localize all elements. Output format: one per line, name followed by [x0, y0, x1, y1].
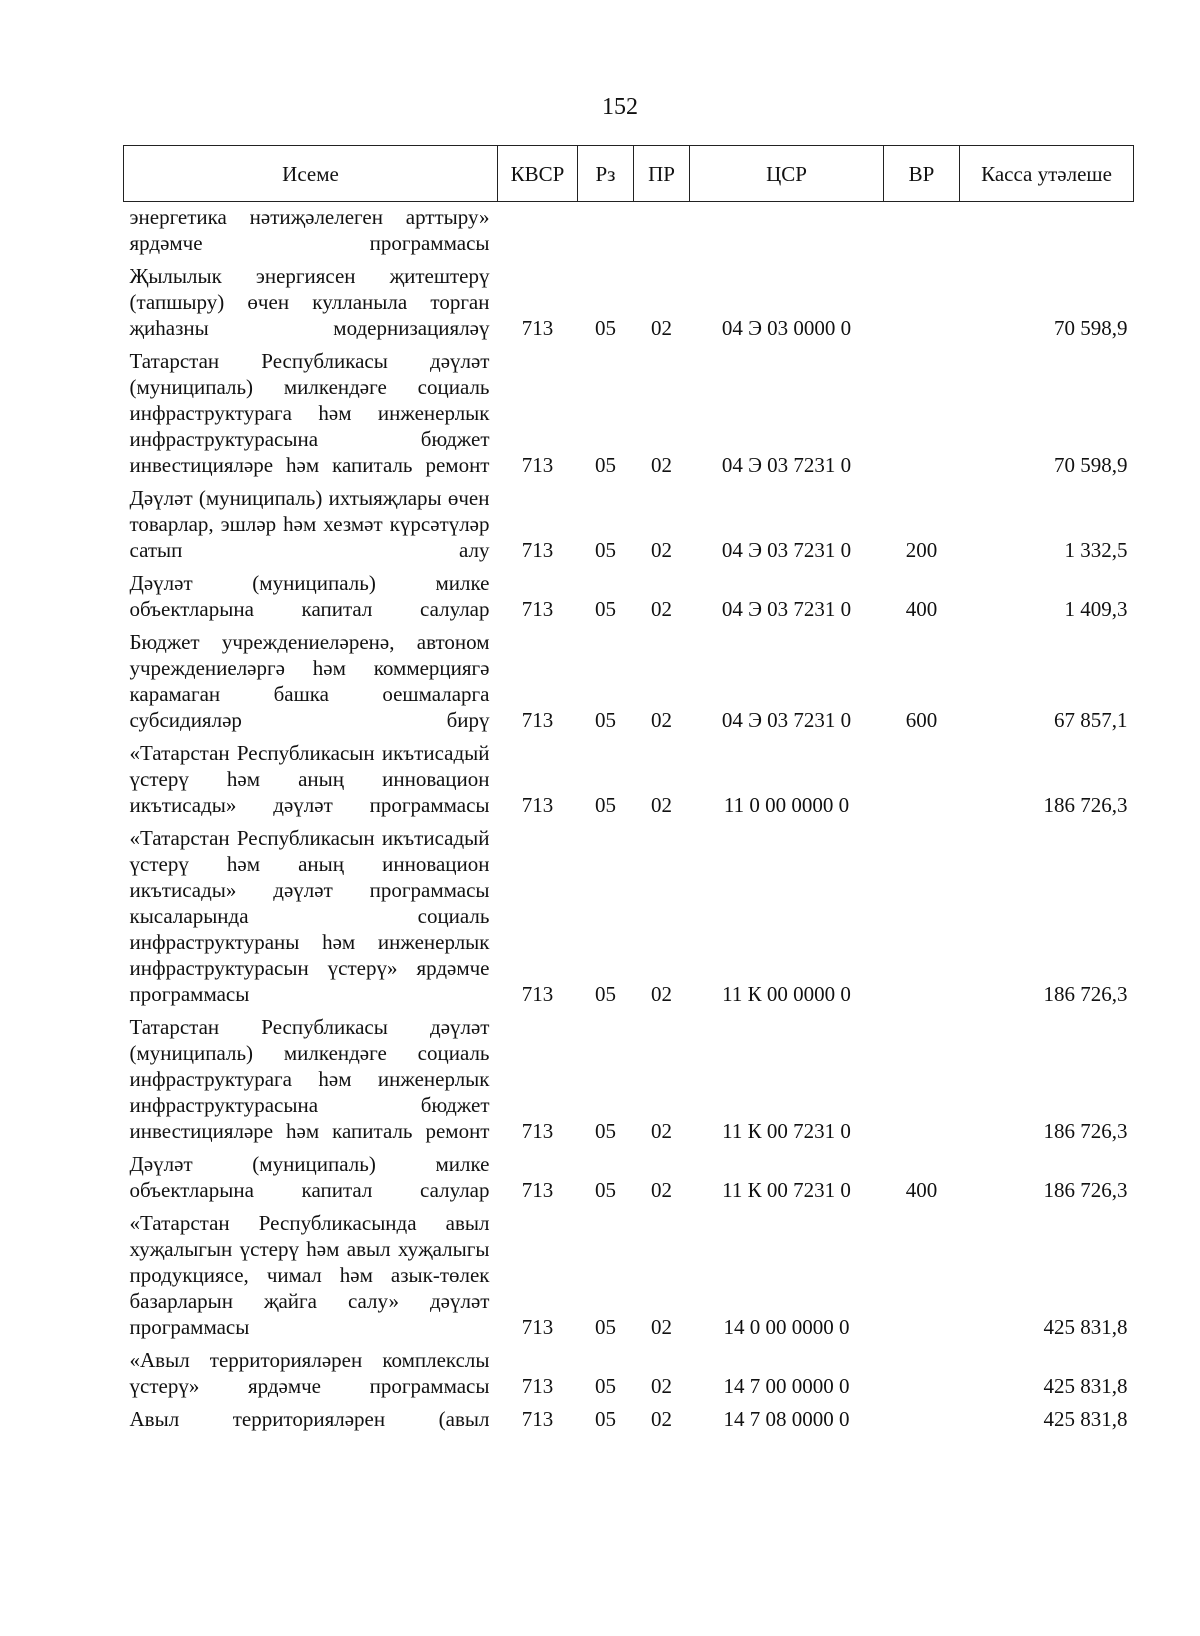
column-header-kassa: Касса утәлеше	[960, 146, 1134, 202]
row-amount: 70 598,9	[1054, 453, 1128, 477]
row-pr: 02	[651, 793, 672, 817]
row-csr: 04 Э 03 0000 0	[721, 316, 852, 340]
column-header-rz: Рз	[578, 146, 634, 202]
table-row	[124, 1203, 1134, 1340]
row-kvsr: 713	[521, 793, 554, 817]
row-pr: 02	[651, 982, 672, 1006]
row-rz: 05	[595, 1407, 616, 1431]
row-vr	[884, 202, 960, 257]
column-header-name: Исеме	[124, 146, 498, 202]
row-vr	[884, 341, 960, 478]
row-pr: 02	[651, 597, 672, 621]
table-row	[124, 1399, 1134, 1432]
row-pr: 02	[651, 1374, 672, 1398]
row-vr	[884, 1399, 960, 1432]
row-name: «Татарстан Республикасын икътисадый үстерү һәм аның инновацион икътисады» дәүләт программасы	[129, 741, 490, 817]
row-csr: 04 Э 03 7231 0	[721, 708, 852, 732]
row-pr: 02	[651, 316, 672, 340]
row-kvsr: 713	[521, 597, 554, 621]
row-amount	[960, 202, 1134, 257]
table-row	[124, 563, 1134, 622]
row-pr: 02	[651, 1407, 672, 1431]
budget-table	[123, 145, 1134, 1432]
row-name: Дәүләт (муниципаль) милке объектларына капитал салулар	[129, 1152, 490, 1202]
row-rz: 05	[595, 597, 616, 621]
row-amount: 70 598,9	[1054, 316, 1128, 340]
row-kvsr: 713	[521, 1315, 554, 1339]
row-name: энергетика нәтиҗәлелеген арттыру» ярдәмче программасы	[129, 205, 490, 255]
row-csr: 11 К 00 7231 0	[722, 1178, 851, 1202]
row-name: «Татарстан Республикасында авыл хуҗалыгын үстерү һәм авыл хуҗалыгы продукциясе, чимал һәм азык-төлек базарларын җайга салу» дәүләт программасы	[129, 1211, 490, 1339]
row-name: «Татарстан Республикасын икътисадый үстерү һәм аның инновацион икътисады» дәүләт программасы кысаларында социаль инфраструктураны һәм инженерлык инфраструктурасын үстерү» ярдәмче программасы	[129, 826, 490, 1006]
row-amount: 425 831,8	[1043, 1374, 1128, 1398]
row-amount: 1 409,3	[1064, 597, 1128, 621]
row-kvsr: 713	[521, 982, 554, 1006]
row-name: Бюджет учреждениеләренә, автоном учреждениеләргә һәм коммерциягә карамаган башка оешмаларга субсидияләр бирү	[129, 630, 490, 732]
row-amount: 425 831,8	[1043, 1315, 1128, 1339]
row-rz: 05	[595, 708, 616, 732]
row-rz: 05	[595, 982, 616, 1006]
row-pr: 02	[651, 453, 672, 477]
row-pr: 02	[651, 1178, 672, 1202]
row-kvsr: 713	[521, 538, 554, 562]
row-rz: 05	[595, 316, 616, 340]
row-pr: 02	[651, 708, 672, 732]
table-row	[124, 256, 1134, 341]
row-rz: 05	[595, 1178, 616, 1202]
row-kvsr: 713	[521, 453, 554, 477]
row-csr: 04 Э 03 7231 0	[721, 597, 852, 621]
table-row	[124, 1340, 1134, 1399]
row-name: Җылылык энергиясен җитештерү (тапшыру) өчен кулланыла торган җиһазны модернизацияләү	[129, 264, 490, 340]
row-name: Дәүләт (муниципаль) милке объектларына капитал салулар	[129, 571, 490, 621]
table-row	[124, 1144, 1134, 1203]
row-vr	[884, 1340, 960, 1399]
row-vr	[884, 733, 960, 818]
row-name: Татарстан Республикасы дәүләт (муниципаль) милкендәге социаль инфраструктурага һәм инженерлык инфраструктурасына бюджет инвестицияләре һәм капиталь ремонт	[129, 349, 490, 477]
row-csr: 14 7 08 0000 0	[723, 1407, 850, 1431]
table-row	[124, 733, 1134, 818]
row-pr: 02	[651, 1315, 672, 1339]
row-csr: 11 0 00 0000 0	[723, 793, 850, 817]
row-vr	[884, 1007, 960, 1144]
row-rz: 05	[595, 1315, 616, 1339]
row-amount: 186 726,3	[1043, 1178, 1128, 1202]
row-vr: 600	[905, 708, 938, 732]
row-vr: 400	[905, 1178, 938, 1202]
row-csr: 11 К 00 7231 0	[722, 1119, 851, 1143]
page-number: 152	[602, 94, 638, 120]
row-csr: 14 7 00 0000 0	[723, 1374, 850, 1398]
row-csr	[690, 202, 884, 257]
row-rz: 05	[595, 538, 616, 562]
row-amount: 67 857,1	[1054, 708, 1128, 732]
row-kvsr: 713	[521, 708, 554, 732]
row-rz: 05	[595, 1119, 616, 1143]
row-kvsr: 713	[521, 1119, 554, 1143]
column-header-pr: ПР	[634, 146, 690, 202]
row-vr	[884, 1203, 960, 1340]
row-csr: 04 Э 03 7231 0	[721, 538, 852, 562]
row-kvsr: 713	[521, 1374, 554, 1398]
row-amount: 425 831,8	[1043, 1407, 1128, 1431]
row-rz: 05	[595, 453, 616, 477]
table-header	[124, 146, 1134, 202]
row-rz: 05	[595, 1374, 616, 1398]
table-body	[124, 202, 1134, 1433]
table-row	[124, 818, 1134, 1007]
row-rz	[578, 202, 634, 257]
row-pr	[634, 202, 690, 257]
row-pr: 02	[651, 1119, 672, 1143]
header-row	[124, 146, 1134, 202]
column-header-csr: ЦСР	[690, 146, 884, 202]
row-amount: 1 332,5	[1064, 538, 1128, 562]
row-name: Авыл территорияләрен (авыл	[129, 1407, 490, 1431]
row-name: Дәүләт (муниципаль) ихтыяҗлары өчен товарлар, эшләр һәм хезмәт күрсәтүләр сатып алу	[129, 486, 490, 562]
row-kvsr: 713	[521, 316, 554, 340]
row-pr: 02	[651, 538, 672, 562]
row-rz: 05	[595, 793, 616, 817]
row-csr: 14 0 00 0000 0	[723, 1315, 850, 1339]
table-row	[124, 341, 1134, 478]
row-name: Татарстан Республикасы дәүләт (муниципаль) милкендәге социаль инфраструктурага һәм инженерлык инфраструктурасына бюджет инвестицияләре һәм капиталь ремонт	[129, 1015, 490, 1143]
row-amount: 186 726,3	[1043, 982, 1128, 1006]
row-csr: 11 К 00 0000 0	[722, 982, 851, 1006]
row-vr: 200	[905, 538, 938, 562]
table-row	[124, 202, 1134, 257]
row-amount: 186 726,3	[1043, 793, 1128, 817]
row-kvsr: 713	[521, 1178, 554, 1202]
row-name: «Авыл территорияләрен комплекслы үстерү» ярдәмче программасы	[129, 1348, 490, 1398]
row-vr	[884, 256, 960, 341]
row-amount: 186 726,3	[1043, 1119, 1128, 1143]
row-kvsr: 713	[521, 1407, 554, 1431]
column-header-kvsr: КВСР	[498, 146, 578, 202]
row-vr: 400	[905, 597, 938, 621]
row-vr	[884, 818, 960, 1007]
table-row	[124, 622, 1134, 733]
row-kvsr	[498, 202, 578, 257]
row-csr: 04 Э 03 7231 0	[721, 453, 852, 477]
table-row	[124, 1007, 1134, 1144]
column-header-vr: ВР	[884, 146, 960, 202]
budget-table-container	[123, 145, 1133, 1432]
table-row	[124, 478, 1134, 563]
